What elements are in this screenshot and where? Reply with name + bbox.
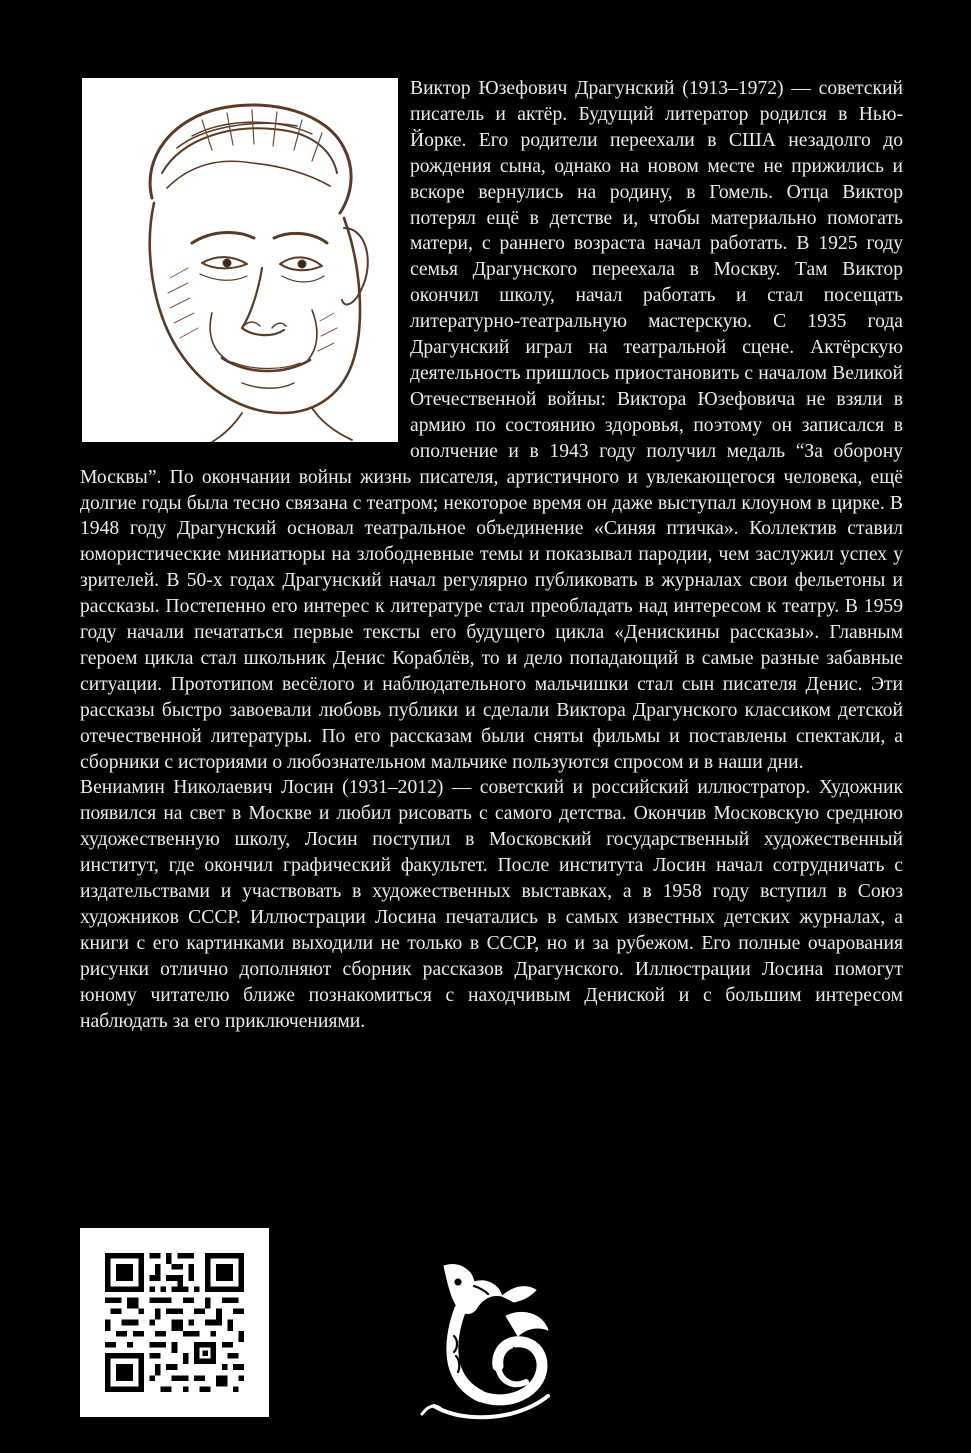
qr-code[interactable] xyxy=(80,1228,269,1417)
dragon-logo-icon xyxy=(414,1256,562,1422)
publisher-logo xyxy=(414,1256,562,1422)
biography-text xyxy=(80,76,903,1035)
author-biography: Виктор Юзефович Драгунский (1913–1972) — советский писатель и актёр. Будущий литератор родился в Нью-Йорке. Его родители переехали в США незадолго до рождения сына, однако на новом месте не прижились и вскоре вернулись на родину, в Гомель. Отца Виктор потерял ещё в детстве и, чтобы материально помогать матери, с раннего возраста начал работать. В 1925 году семья Драгунского переехала в Москву. Там Виктор окончил школу, начал работать и стал посещать литературно-театральную мастерскую. С 1935 года Драгунский играл на театральной сцене. Актёрскую деятельность пришлось приостановить с началом Великой Отечественной войны: Виктора Юзефовича не взяли в армию по состоянию здоровья, поэтому он записался в ополчение и в 1943 году получил медаль “За оборону Москвы”. По окончании войны жизнь писателя, артистичного и увлекающегося человека, ещё долгие годы была тесно связана с театром; некоторое время он даже выступал клоуном в цирке. В 1948 году Драгунский основал театральное объединение «Синяя птичка». Коллектив ставил юмористические миниатюры на злободневные темы и показывал пародии, чем заслужил успех у зрителей. В 50-х годах Драгунский начал регулярно публиковать в журналах свои фельетоны и рассказы. Постепенно его интерес к литературе стал преобладать над интересом к театру. В 1959 году начали печататься первые тексты его будущего цикла «Денискины рассказы». Главным героем цикла стал школьник Денис Кораблёв, то и дело попадающий в самые разные забавные ситуации. Прототипом весёлого и наблюдательного мальчишки стал сын писателя Денис. Эти рассказы быстро завоевали любовь публики и сделали Виктора Драгунского классиком детской отечественной литературы. По его рассказам были сняты фильмы и поставлены спектакли, а сборники с историями о любознательном мальчике пользуются спросом и в наши дни. xyxy=(80,78,903,773)
illustrator-biography: Вениамин Николаевич Лосин (1931–2012) — советский и российский иллюстратор. Художник появился на свет в Москве и любил рисовать с самого детства. Окончив Московскую среднюю художественную школу, Лосин поступил в Московский государственный художественный институт, где окончил графический факультет. После института Лосин начал сотрудничать с издательствами и участвовать в художественных выставках, а в 1958 году вступил в Союз художников СССР. Иллюстрации Лосина печатались в самых известных детских журналах, а книги с его картинками выходили не только в СССР, но и за рубежом. Его полные очарования рисунки отлично дополняют сборник рассказов Драгунского. Иллюстрации Лосина помогут юному читателю ближе познакомиться с находчивым Дениской и с большим интересом наблюдать за его приключениями. xyxy=(80,777,903,1032)
qr-code-icon xyxy=(105,1253,244,1392)
portrait-spacer xyxy=(80,76,396,462)
